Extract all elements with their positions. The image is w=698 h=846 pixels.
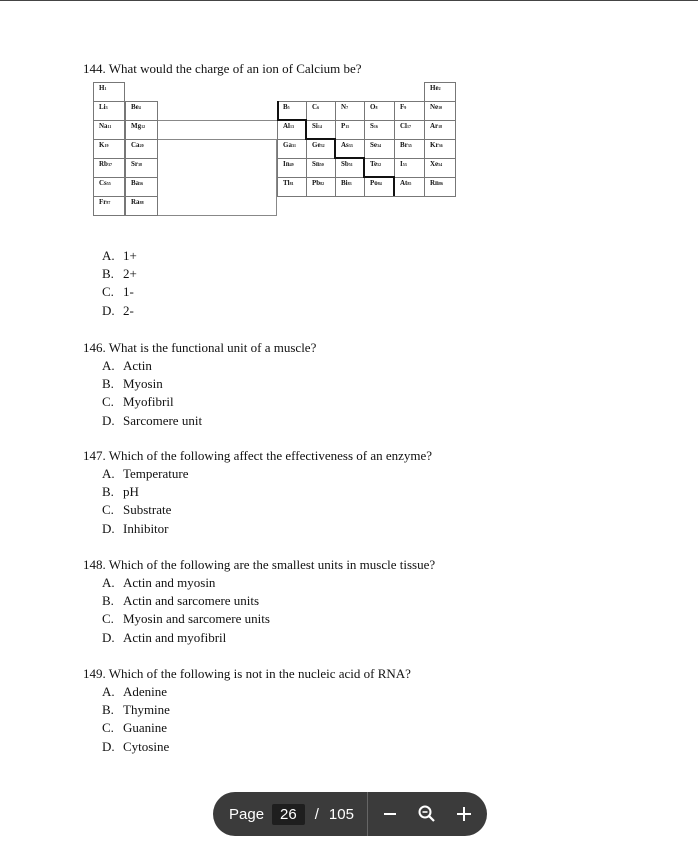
option-a: A. Actin and myosin — [102, 575, 216, 590]
atomic-number: 18 — [438, 124, 443, 129]
atomic-number: 81 — [289, 181, 294, 186]
atomic-number: 35 — [407, 143, 412, 148]
element-symbol: F — [400, 103, 405, 111]
option-b: B. Actin and sarcomere units — [102, 593, 260, 609]
element-symbol: Cs — [99, 179, 107, 187]
atomic-number: 36 — [438, 143, 443, 148]
element-cell-se — [364, 139, 395, 159]
element-cell-si — [306, 120, 336, 140]
question-stem: 147. Which of the following affect the effectiveness of an enzyme? — [83, 448, 433, 463]
option-a: A. Temperature — [102, 466, 189, 481]
element-cell-ga — [277, 139, 307, 159]
option-a: A. Adenine — [102, 684, 168, 699]
option-c: C. Myosin and sarcomere units — [102, 611, 270, 627]
element-symbol: C — [312, 103, 318, 111]
element-symbol: H — [99, 84, 105, 92]
element-symbol: Fr — [99, 198, 107, 206]
element-symbol: Tl — [283, 179, 290, 187]
atomic-number: 16 — [373, 124, 378, 129]
element-symbol: Ba — [131, 179, 140, 187]
atomic-number: 38 — [138, 162, 142, 167]
element-symbol: Ra — [131, 198, 140, 206]
element-cell-ra — [125, 196, 158, 216]
atomic-number: 7 — [346, 105, 349, 110]
element-symbol: He — [430, 84, 439, 92]
element-symbol: S — [370, 122, 374, 130]
atomic-number: 31 — [291, 143, 296, 148]
element-symbol: K — [99, 141, 105, 149]
element-symbol: Se — [370, 141, 377, 149]
atomic-number: 55 — [106, 181, 111, 186]
element-symbol: Xe — [430, 160, 439, 168]
element-cell-te — [364, 158, 395, 178]
atomic-number: 54 — [438, 162, 443, 167]
question-144-options — [83, 247, 137, 320]
element-symbol: Po — [370, 179, 378, 187]
option-d: D. Inhibitor — [102, 520, 169, 536]
element-cell-mg — [125, 120, 158, 140]
element-symbol: Rb — [99, 160, 108, 168]
question-144 — [83, 60, 362, 78]
atomic-number: 8 — [375, 105, 378, 110]
element-symbol: Ga — [283, 141, 292, 149]
option-c: C. Guanine — [102, 720, 168, 736]
element-cell-sn — [306, 158, 336, 178]
atomic-number: 2 — [438, 86, 441, 91]
toolbar-divider — [367, 792, 368, 836]
element-cell-rn — [424, 177, 456, 197]
question-146 — [83, 339, 316, 430]
atomic-number: 15 — [345, 124, 350, 129]
metalloid-staircase-line — [363, 157, 365, 177]
element-cell-cl — [394, 120, 425, 140]
atomic-number: 12 — [141, 124, 146, 129]
element-symbol: Be — [131, 103, 139, 111]
element-cell-tl — [277, 177, 307, 197]
current-page-input[interactable]: 26 — [272, 804, 305, 825]
option-d: D. 2- — [102, 302, 134, 318]
option-d: D. Cytosine — [102, 738, 170, 754]
element-cell-pb — [306, 177, 336, 197]
element-cell-kr — [424, 139, 456, 159]
page-label: Page — [229, 805, 265, 823]
element-cell-fr — [93, 196, 125, 216]
element-cell-ne — [424, 101, 456, 121]
question-stem: 149. Which of the following is not in the nucleic acid of RNA? — [83, 666, 411, 681]
question-147 — [83, 447, 432, 538]
element-symbol: Sb — [341, 160, 349, 168]
atomic-number: 82 — [320, 181, 325, 186]
element-cell-po — [364, 177, 395, 197]
option-d: D. Sarcomere unit — [102, 412, 203, 428]
metalloid-staircase-line — [305, 138, 335, 140]
element-symbol: Li — [99, 103, 106, 111]
element-cell-li — [93, 101, 125, 121]
element-symbol: Sn — [312, 160, 320, 168]
zoom-in-button[interactable] — [449, 799, 479, 829]
element-symbol: Ne — [430, 103, 439, 111]
element-symbol: Sr — [131, 160, 138, 168]
metalloid-staircase-line — [277, 119, 307, 121]
element-cell-sb — [335, 158, 365, 178]
element-symbol: Si — [312, 122, 318, 130]
atomic-number: 34 — [377, 143, 381, 148]
atomic-number: 86 — [438, 181, 443, 186]
element-cell-n — [335, 101, 365, 121]
top-border — [0, 0, 698, 1]
minus-icon — [382, 806, 398, 822]
element-symbol: Pb — [312, 179, 321, 187]
pdf-page-toolbar — [213, 792, 487, 836]
atomic-number: 50 — [319, 162, 324, 167]
atomic-number: 3 — [105, 105, 108, 110]
element-symbol: N — [341, 103, 347, 111]
option-d: D. Actin and myofibril — [102, 629, 227, 645]
element-symbol: Te — [370, 160, 378, 168]
atomic-number: 20 — [139, 143, 144, 148]
periodic-table-figure — [93, 82, 456, 217]
element-cell-p — [335, 120, 365, 140]
element-symbol: Kr — [430, 141, 439, 149]
element-cell-in — [277, 158, 307, 178]
element-cell-o — [364, 101, 395, 121]
atomic-number: 33 — [348, 143, 353, 148]
element-symbol: Ar — [430, 122, 439, 130]
element-cell-br — [394, 139, 425, 159]
zoom-out-button[interactable] — [375, 799, 405, 829]
atomic-number: 1 — [104, 86, 107, 91]
metalloid-staircase-line — [305, 119, 307, 139]
element-cell-k — [93, 139, 125, 159]
element-cell-ar — [424, 120, 456, 140]
transition-metals-blank — [157, 139, 277, 216]
atomic-number: 19 — [104, 143, 109, 148]
element-cell-ca — [125, 139, 158, 159]
element-cell-c — [306, 101, 336, 121]
element-cell-ge — [306, 139, 336, 159]
element-symbol: Rn — [430, 179, 439, 187]
question-stem: 148. Which of the following are the smallest units in muscle tissue? — [83, 557, 436, 572]
element-cell-na — [93, 120, 125, 140]
atomic-number: 6 — [317, 105, 320, 110]
atomic-number: 52 — [377, 162, 382, 167]
option-b: B. 2+ — [102, 266, 137, 282]
element-cell-sr — [125, 158, 158, 178]
element-symbol: B — [283, 103, 288, 111]
element-cell-f — [394, 101, 425, 121]
element-cell-as — [335, 139, 365, 159]
atomic-number: 14 — [317, 124, 322, 129]
option-a: A. Actin — [102, 358, 152, 373]
atomic-number: 32 — [320, 143, 325, 148]
element-cell-xe — [424, 158, 456, 178]
atomic-number: 88 — [139, 200, 144, 205]
atomic-number: 4 — [138, 105, 141, 110]
option-b: B. Thymine — [102, 702, 170, 718]
element-cell-at — [394, 177, 425, 197]
option-b: B. pH — [102, 484, 139, 500]
element-symbol: In — [283, 160, 290, 168]
atomic-number: 13 — [290, 124, 294, 129]
element-cell-bi — [335, 177, 365, 197]
element-cell-rb — [93, 158, 125, 178]
element-symbol: Br — [400, 141, 408, 149]
element-symbol: O — [370, 103, 376, 111]
element-cell-cs — [93, 177, 125, 197]
page-separator: / — [314, 805, 319, 823]
atomic-number: 10 — [438, 105, 443, 110]
option-b: B. Myosin — [102, 376, 163, 392]
atomic-number: 84 — [377, 181, 382, 186]
element-symbol: P — [341, 122, 346, 130]
option-c: C. Myofibril — [102, 394, 174, 410]
element-cell-ba — [125, 177, 158, 197]
option-c: C. 1- — [102, 284, 134, 300]
element-symbol: Ca — [131, 141, 140, 149]
metalloid-staircase-line — [393, 176, 395, 196]
total-pages: 105 — [328, 805, 354, 823]
element-symbol: Mg — [131, 122, 142, 130]
plus-icon — [455, 805, 473, 823]
element-cell-b — [277, 101, 307, 121]
question-stem: 144. What would the charge of an ion of Calcium be? — [83, 61, 362, 76]
atomic-number: 56 — [139, 181, 144, 186]
element-symbol: As — [341, 141, 349, 149]
element-symbol: Al — [283, 122, 290, 130]
metalloid-staircase-line — [334, 157, 364, 159]
metalloid-staircase-line — [363, 176, 395, 178]
atomic-number: 17 — [407, 124, 411, 129]
transition-gap-line — [157, 120, 277, 140]
element-symbol: At — [400, 179, 408, 187]
zoom-reset-button[interactable] — [412, 799, 442, 829]
atomic-number: 5 — [287, 105, 290, 110]
element-symbol: Ge — [312, 141, 321, 149]
option-a: A. 1+ — [102, 248, 137, 263]
atomic-number: 53 — [402, 162, 407, 167]
metalloid-staircase-line — [277, 101, 279, 121]
element-cell-he — [424, 82, 456, 102]
atomic-number: 49 — [289, 162, 294, 167]
element-symbol: Na — [99, 122, 108, 130]
element-symbol: Bi — [341, 179, 348, 187]
atomic-number: 51 — [348, 162, 353, 167]
element-cell-h — [93, 82, 125, 102]
atomic-number: 83 — [347, 181, 352, 186]
atomic-number: 11 — [107, 124, 112, 129]
magnifier-icon — [417, 804, 437, 824]
atomic-number: 37 — [107, 162, 112, 167]
element-symbol: I — [400, 160, 403, 168]
question-stem: 146. What is the functional unit of a muscle? — [83, 340, 317, 355]
atomic-number: 87 — [106, 200, 111, 205]
element-symbol: Cl — [400, 122, 407, 130]
option-c: C. Substrate — [102, 502, 172, 518]
question-149 — [83, 665, 411, 756]
element-cell-s — [364, 120, 395, 140]
element-cell-be — [125, 101, 158, 121]
atomic-number: 85 — [407, 181, 412, 186]
element-cell-i — [394, 158, 425, 178]
metalloid-staircase-line — [334, 138, 336, 158]
question-148 — [83, 556, 435, 647]
atomic-number: 9 — [404, 105, 407, 110]
element-cell-al — [277, 120, 307, 140]
